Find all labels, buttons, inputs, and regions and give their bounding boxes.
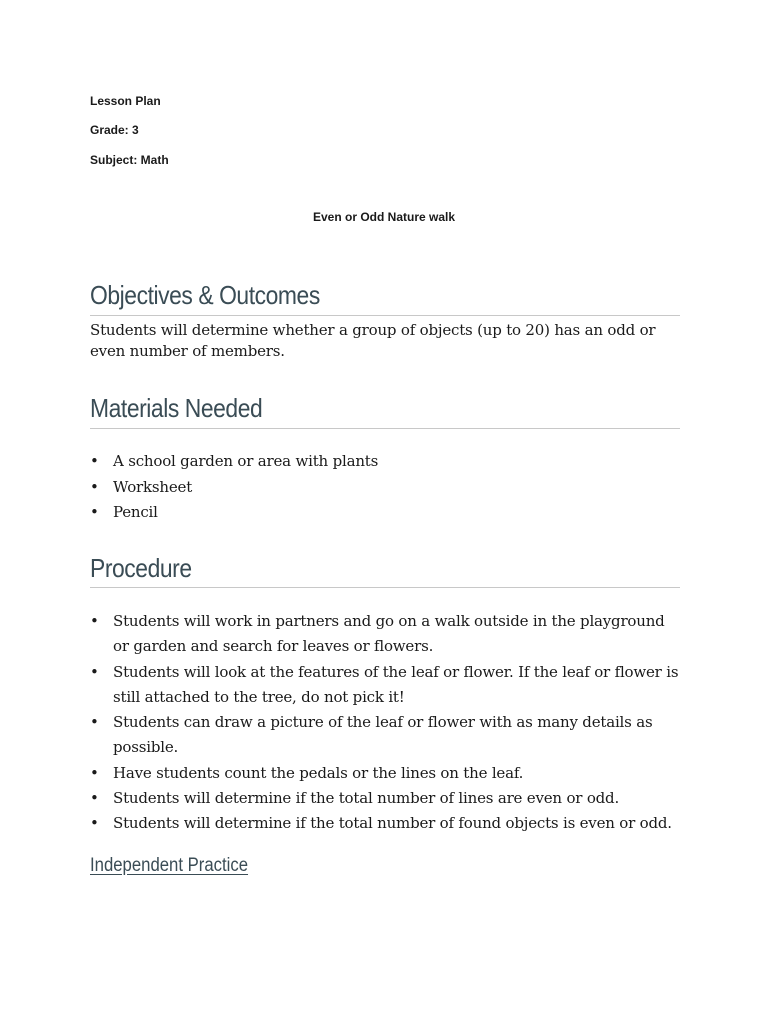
list-item-text: Students can draw a picture of the leaf or flower with as many details as possible. bbox=[113, 713, 653, 757]
bullet-icon: • bbox=[90, 503, 99, 521]
bullet-icon: • bbox=[90, 612, 99, 630]
list-item bbox=[90, 761, 682, 786]
list-item-text: Students will determine if the total number of found objects is even or odd. bbox=[113, 814, 672, 833]
list-item bbox=[90, 710, 682, 761]
list-item-text: Have students count the pedals or the lines on the leaf. bbox=[113, 763, 524, 782]
lesson-plan-label: Lesson Plan bbox=[90, 94, 161, 108]
document-title: Even or Odd Nature walk bbox=[312, 210, 456, 224]
bullet-icon: • bbox=[90, 763, 99, 782]
list-item-text: A school garden or area with plants bbox=[113, 452, 379, 470]
bullet-icon: • bbox=[90, 452, 99, 470]
list-item bbox=[90, 786, 682, 811]
list-item-text: Worksheet bbox=[113, 477, 193, 496]
list-item-text: Pencil bbox=[113, 503, 158, 521]
materials-list bbox=[90, 449, 682, 526]
list-item bbox=[90, 609, 682, 660]
independent-practice-heading: Independent Practice bbox=[90, 855, 249, 876]
bullet-icon: • bbox=[90, 789, 99, 808]
materials-divider bbox=[90, 428, 680, 429]
procedure-list bbox=[90, 609, 682, 837]
list-item bbox=[90, 811, 682, 836]
procedure-heading: Procedure bbox=[90, 553, 192, 583]
list-item bbox=[90, 660, 682, 711]
list-item bbox=[90, 500, 682, 526]
list-item bbox=[90, 475, 682, 501]
objectives-heading: Objectives & Outcomes bbox=[90, 280, 320, 310]
bullet-icon: • bbox=[90, 662, 99, 681]
objectives-divider bbox=[90, 315, 680, 316]
list-item-text: Students will work in partners and go on a walk outside in the playground or garden and search for leaves or flowers. bbox=[113, 612, 665, 656]
list-item-text: Students will determine if the total number of lines are even or odd. bbox=[113, 789, 620, 808]
list-item-text: Students will look at the features of the leaf or flower. If the leaf or flower is still attached to the tree, do not pick it! bbox=[113, 662, 679, 706]
list-item bbox=[90, 449, 682, 475]
materials-heading: Materials Needed bbox=[90, 393, 263, 423]
bullet-icon: • bbox=[90, 477, 99, 496]
bullet-icon: • bbox=[90, 814, 99, 833]
objectives-text: Students will determine whether a group of objects (up to 20) has an odd or even number of members. bbox=[90, 321, 656, 360]
bullet-icon: • bbox=[90, 713, 99, 732]
subject-label: Subject: Math bbox=[90, 153, 169, 167]
grade-label: Grade: 3 bbox=[90, 123, 139, 137]
procedure-divider bbox=[90, 587, 680, 588]
